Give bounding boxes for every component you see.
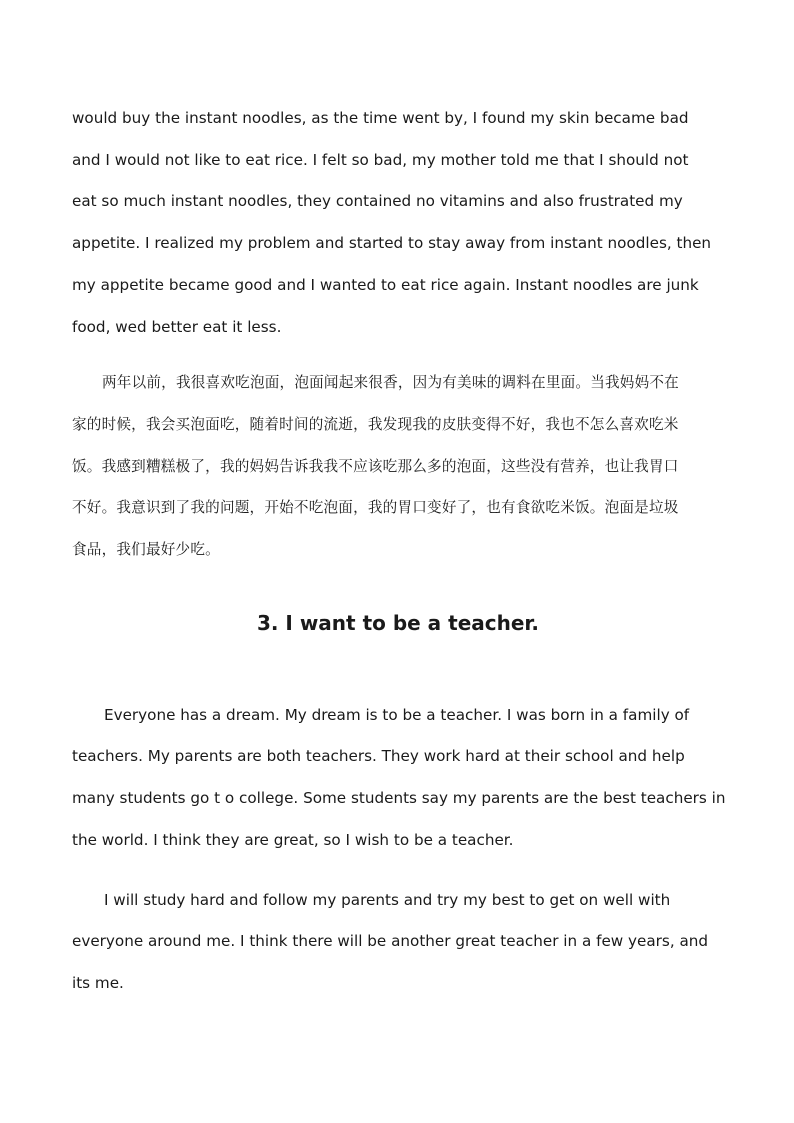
text-line: my appetite became good and I wanted to eat rice again. Instant noodles are junk (72, 275, 699, 294)
text-line: 不好。我意识到了我的问题，开始不吃泡面，我的胃口变好了，也有食欲吃米饭。泡面是垃圾 (72, 499, 679, 517)
text-line: 两年以前，我很喜欢吃泡面，泡面闻起来很香，因为有美味的调料在里面。当我妈妈不在 (102, 374, 679, 392)
text-line: the world. I think they are great, so I wish to be a teacher. (72, 830, 514, 849)
english-paragraph-dream (72, 695, 724, 862)
text-line: many students go t o college. Some students say my parents are the best teachers in (72, 789, 726, 808)
text-line: everyone around me. I think there will be another great teacher in a few years, and (72, 932, 709, 951)
text-line: teachers. My parents are both teachers. They work hard at their school and help (72, 747, 685, 766)
document-page (72, 98, 724, 1005)
text-line: and I would not like to eat rice. I felt so bad, my mother told me that I should not (72, 150, 689, 169)
text-line: would buy the instant noodles, as the time went by, I found my skin became bad (72, 109, 689, 127)
text-line: I will study hard and follow my parents and try my best to get on well with (104, 890, 671, 909)
text-line: 家的时候，我会买泡面吃，随着时间的流逝，我发现我的皮肤变得不好，我也不怎么喜欢吃米 (72, 415, 679, 433)
section-heading: 3. I want to be a teacher. (256, 610, 540, 635)
text-line: its me. (72, 973, 124, 992)
text-line: 饭。我感到糟糕极了，我的妈妈告诉我我不应该吃那么多的泡面，这些没有营养，也让我胃口 (72, 457, 679, 475)
paragraph-spacer (72, 348, 724, 362)
paragraph-spacer (72, 862, 724, 880)
text-line: Everyone has a dream. My dream is to be a teacher. I was born in a family of (104, 705, 690, 724)
text-line: eat so much instant noodles, they contained no vitamins and also frustrated my (72, 192, 683, 211)
text-line: 食品，我们最好少吃。 (72, 541, 220, 559)
english-paragraph-plan (72, 880, 724, 1005)
text-line: food, wed better eat it less. (72, 317, 282, 336)
chinese-paragraph-noodles (72, 362, 724, 571)
english-paragraph-noodles (72, 98, 724, 348)
text-line: appetite. I realized my problem and started to stay away from instant noodles, then (72, 234, 712, 253)
